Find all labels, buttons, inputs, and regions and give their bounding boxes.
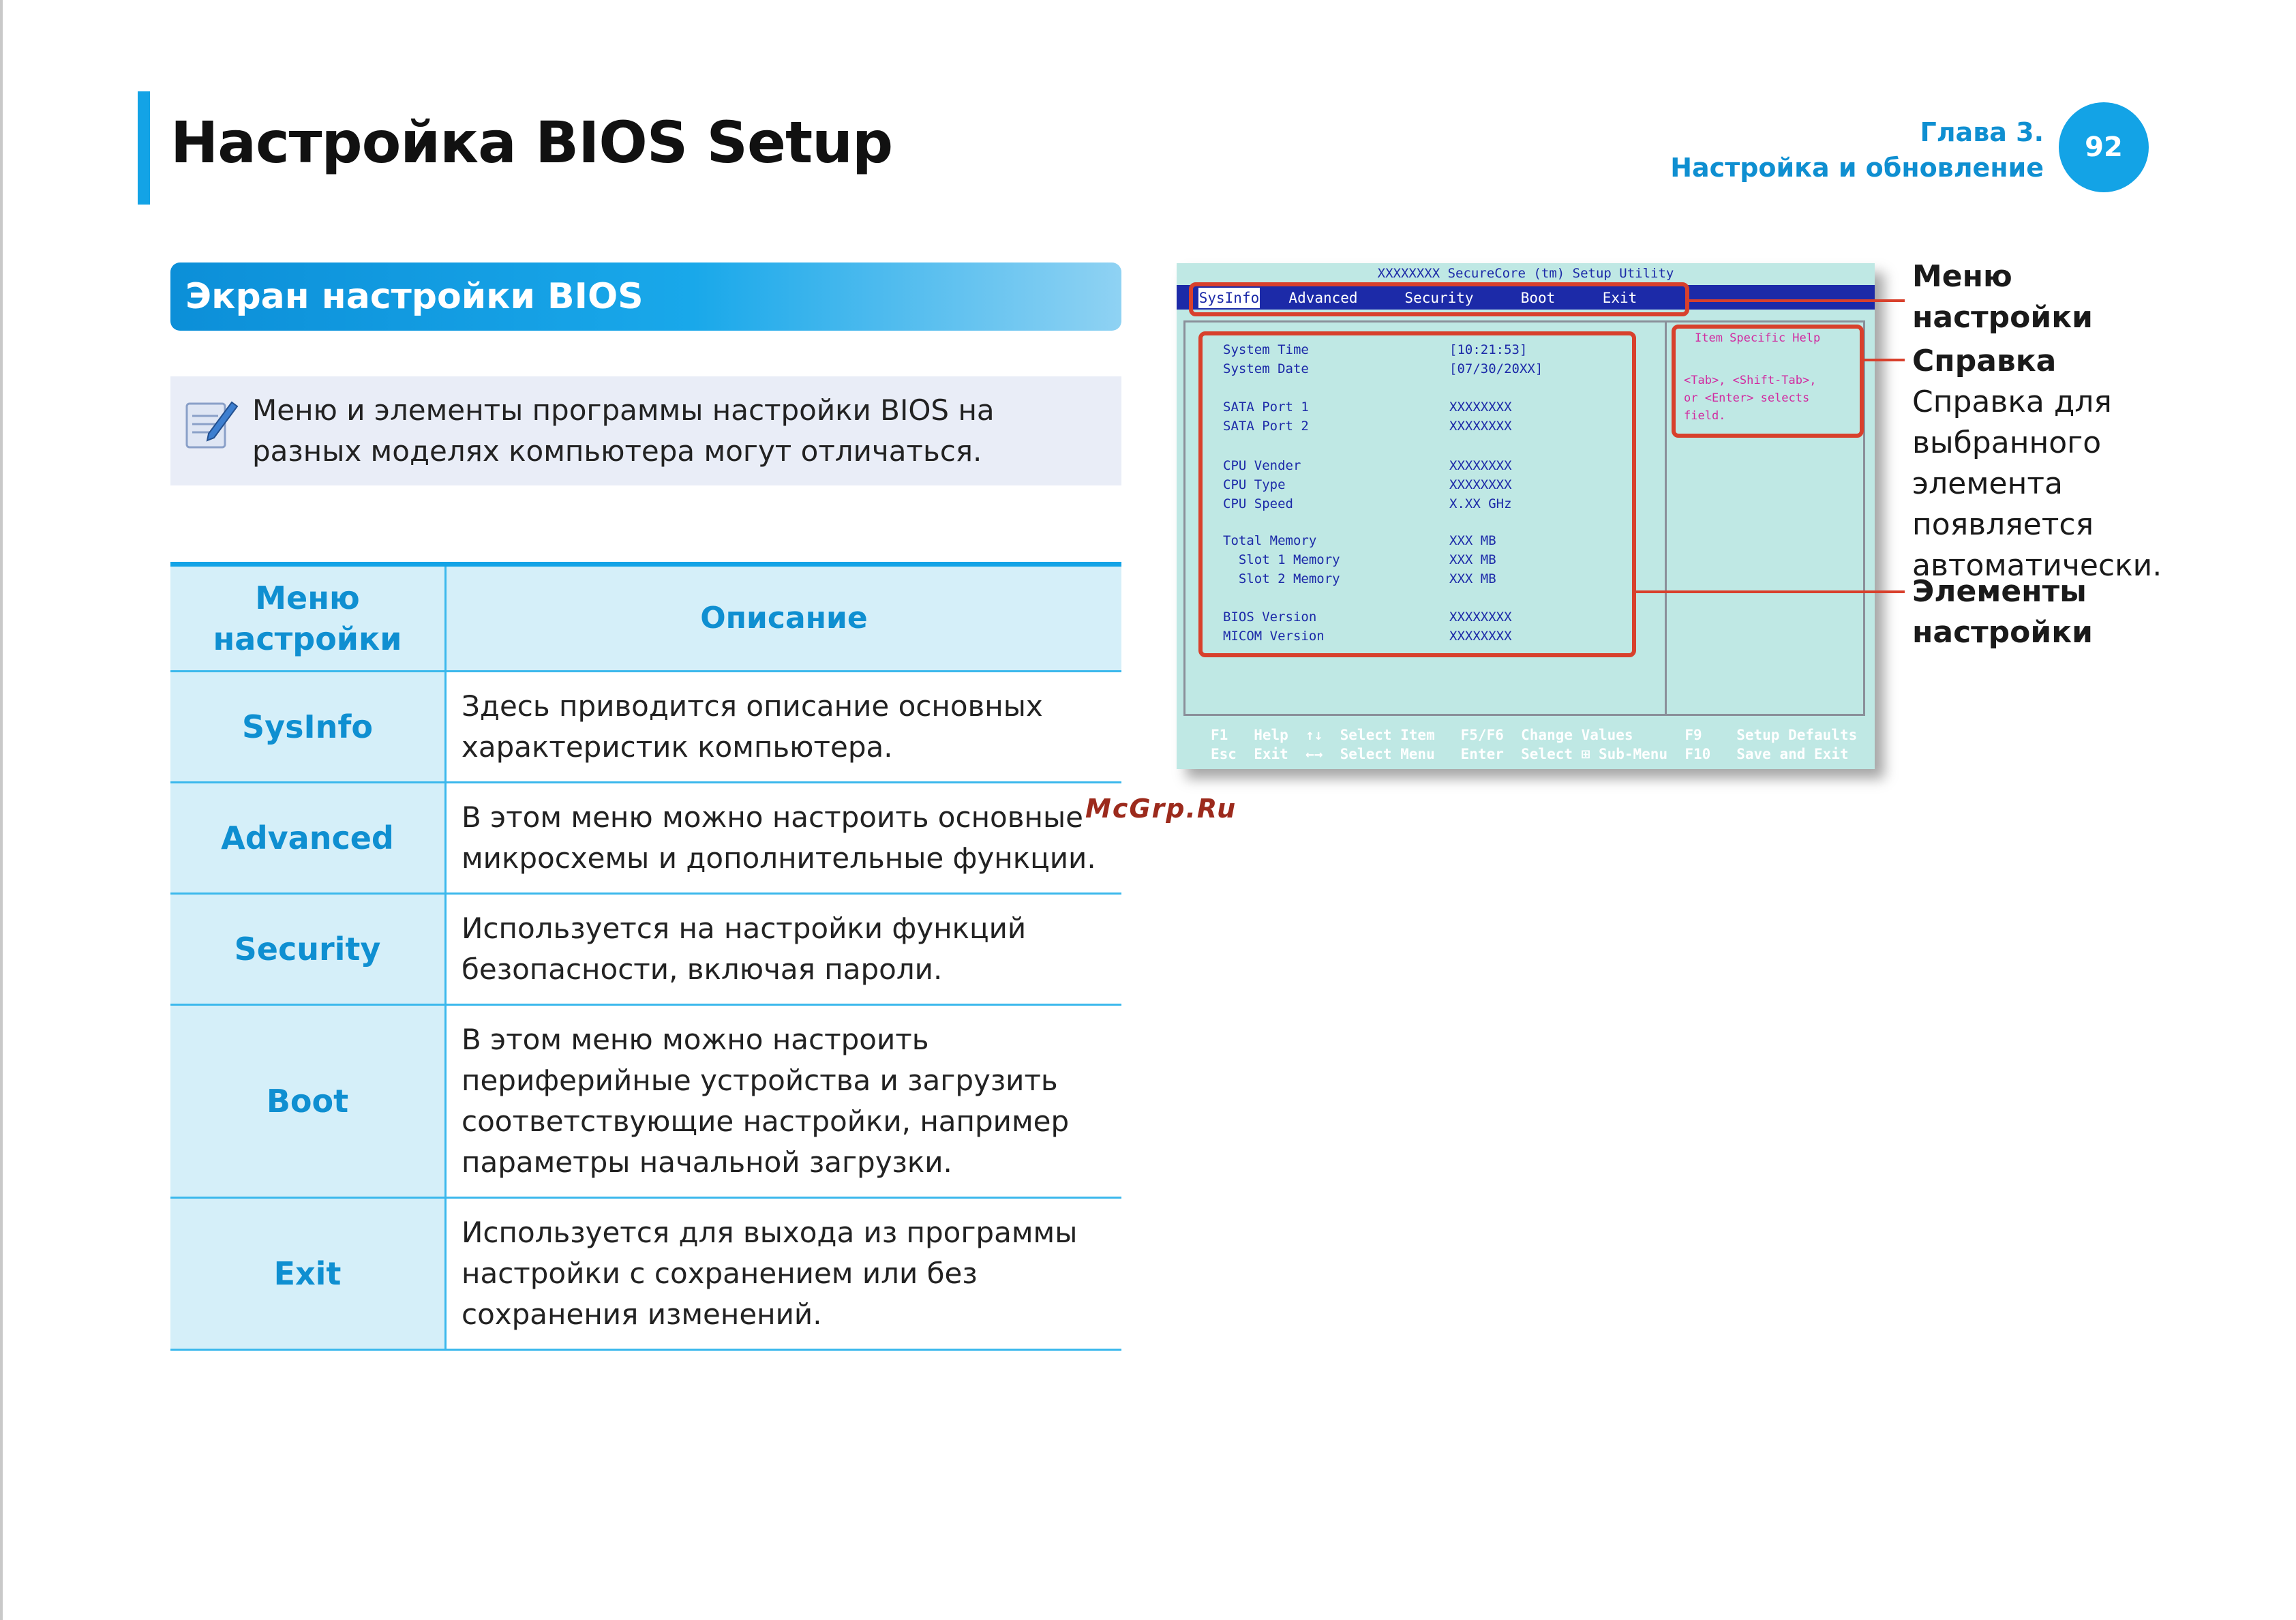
bios-item-label: BIOS Version [1223,610,1317,625]
bios-item-value: XXXXXXXX [1449,400,1512,415]
menu-cell: Boot [170,1005,446,1198]
bios-item-value[interactable]: [07/30/20XX] [1449,361,1543,376]
bios-item-label: Total Memory [1223,533,1317,548]
callout-help-line: появляется [1912,507,2094,542]
bios-tab-security[interactable]: Security [1404,290,1474,306]
bios-item-value: XXXXXXXX [1449,477,1512,492]
table-header-row [170,565,1121,672]
bios-item-label[interactable]: System Date [1223,361,1309,376]
menu-highlight-box [1189,282,1689,316]
title-accent-bar [138,91,150,205]
bios-item-value: XXX MB [1449,571,1496,586]
watermark: McGrp.Ru [1085,794,1237,824]
callout-help [1912,341,2162,586]
description-cell: Используется для выхода из программы настройки с сохранением или без сохранения изменений. [446,1198,1122,1350]
bios-screenshot [1177,263,1875,769]
chapter-title: Настройка и обновление [1670,153,2044,183]
callout-menu-line2: настройки [1912,300,2093,335]
menu-leader-line [1689,299,1905,302]
callout-help-line: Справка для [1912,385,2112,419]
bios-item-value: XXX MB [1449,552,1496,567]
bios-item-value: XXXXXXXX [1449,419,1512,434]
header-menu: Меню настройки [170,565,446,672]
table-row [170,783,1121,894]
bios-item-label: CPU Speed [1223,496,1293,511]
page-title: Настройка BIOS Setup [170,109,893,176]
note-pencil-icon [181,394,240,453]
header-description: Описание [446,565,1122,672]
callout-items-line2: настройки [1912,615,2093,650]
bios-item-value: XXXXXXXX [1449,610,1512,625]
bios-item-value: XXXXXXXX [1449,458,1512,473]
bios-item-label: CPU Type [1223,477,1286,492]
bios-item-value: XXXXXXXX [1449,629,1512,644]
menu-cell: SysInfo [170,672,446,783]
bios-item-value: XXX MB [1449,533,1496,548]
callout-help-title: Справка [1912,344,2057,378]
menu-cell: Exit [170,1198,446,1350]
bios-tab-boot[interactable]: Boot [1520,290,1556,306]
callout-help-line: элемента [1912,466,2063,501]
bios-item-value[interactable]: [10:21:53] [1449,342,1528,357]
callout-menu [1912,256,2093,338]
page-number-badge: 92 [2059,102,2149,192]
bios-tab-sysinfo[interactable]: SysInfo [1198,288,1260,308]
description-cell: В этом меню можно настроить основные микросхемы и дополнительные функции. [446,783,1122,894]
bios-item-label: Slot 1 Memory [1223,552,1340,567]
bios-item-label: MICOM Version [1223,629,1325,644]
table-row [170,1005,1121,1198]
bios-item-value: X.XX GHz [1449,496,1512,511]
bios-item-label: Slot 2 Memory [1223,571,1340,586]
callout-help-line: выбранного [1912,425,2102,460]
note-box [170,376,1121,485]
page-edge [0,0,3,1620]
bios-item-label[interactable]: SATA Port 2 [1223,419,1309,434]
bios-footer-keys-2: Esc Exit ←→ Select Menu Enter Select ⊞ Sub-Menu F10 Save and Exit [1211,746,1849,762]
note-text: Меню и элементы программы настройки BIOS на разных моделях компьютера могут отличаться. [252,393,995,468]
bios-help-line: <Tab>, <Shift-Tab>, [1684,374,1817,387]
menu-cell: Advanced [170,783,446,894]
callout-items-line1: Элементы [1912,574,2087,609]
chapter-label [1670,115,2044,185]
bios-help-line: or <Enter> selects [1684,391,1810,405]
bios-tab-exit[interactable]: Exit [1602,290,1637,306]
callout-help-line: автоматически. [1912,548,2162,583]
bios-help-title: Item Specific Help [1695,331,1821,345]
bios-help-line: field. [1684,409,1726,423]
callout-items [1912,571,2093,653]
bios-footer-keys-1: F1 Help ↑↓ Select Item F5/F6 Change Values F9 Setup Defaults [1211,727,1858,743]
description-cell: В этом меню можно настроить периферийные устройства и загрузить соответствующие настройки, например параметры начальной загрузки. [446,1005,1122,1198]
bios-title: XXXXXXXX SecureCore (tm) Setup Utility [1377,266,1674,281]
items-highlight-box [1198,331,1636,657]
bios-item-label[interactable]: SATA Port 1 [1223,400,1309,415]
chapter-number: Глава 3. [1920,117,2044,147]
menu-cell: Security [170,894,446,1005]
bios-item-label[interactable]: System Time [1223,342,1309,357]
description-cell: Используется на настройки функций безопасности, включая пароли. [446,894,1122,1005]
description-cell: Здесь приводится описание основных характеристик компьютера. [446,672,1122,783]
bios-item-label: CPU Vender [1223,458,1301,473]
bios-tab-advanced[interactable]: Advanced [1288,290,1358,306]
table-row [170,1198,1121,1350]
callout-menu-line1: Меню [1912,259,2012,294]
bios-panel-divider [1665,320,1667,716]
menu-description-table [170,562,1121,1351]
help-leader-line [1864,359,1905,361]
table-row [170,672,1121,783]
items-leader-line [1636,590,1905,593]
table-row [170,894,1121,1005]
help-highlight-box [1672,325,1864,438]
section-heading: Экран настройки BIOS [170,262,1121,331]
